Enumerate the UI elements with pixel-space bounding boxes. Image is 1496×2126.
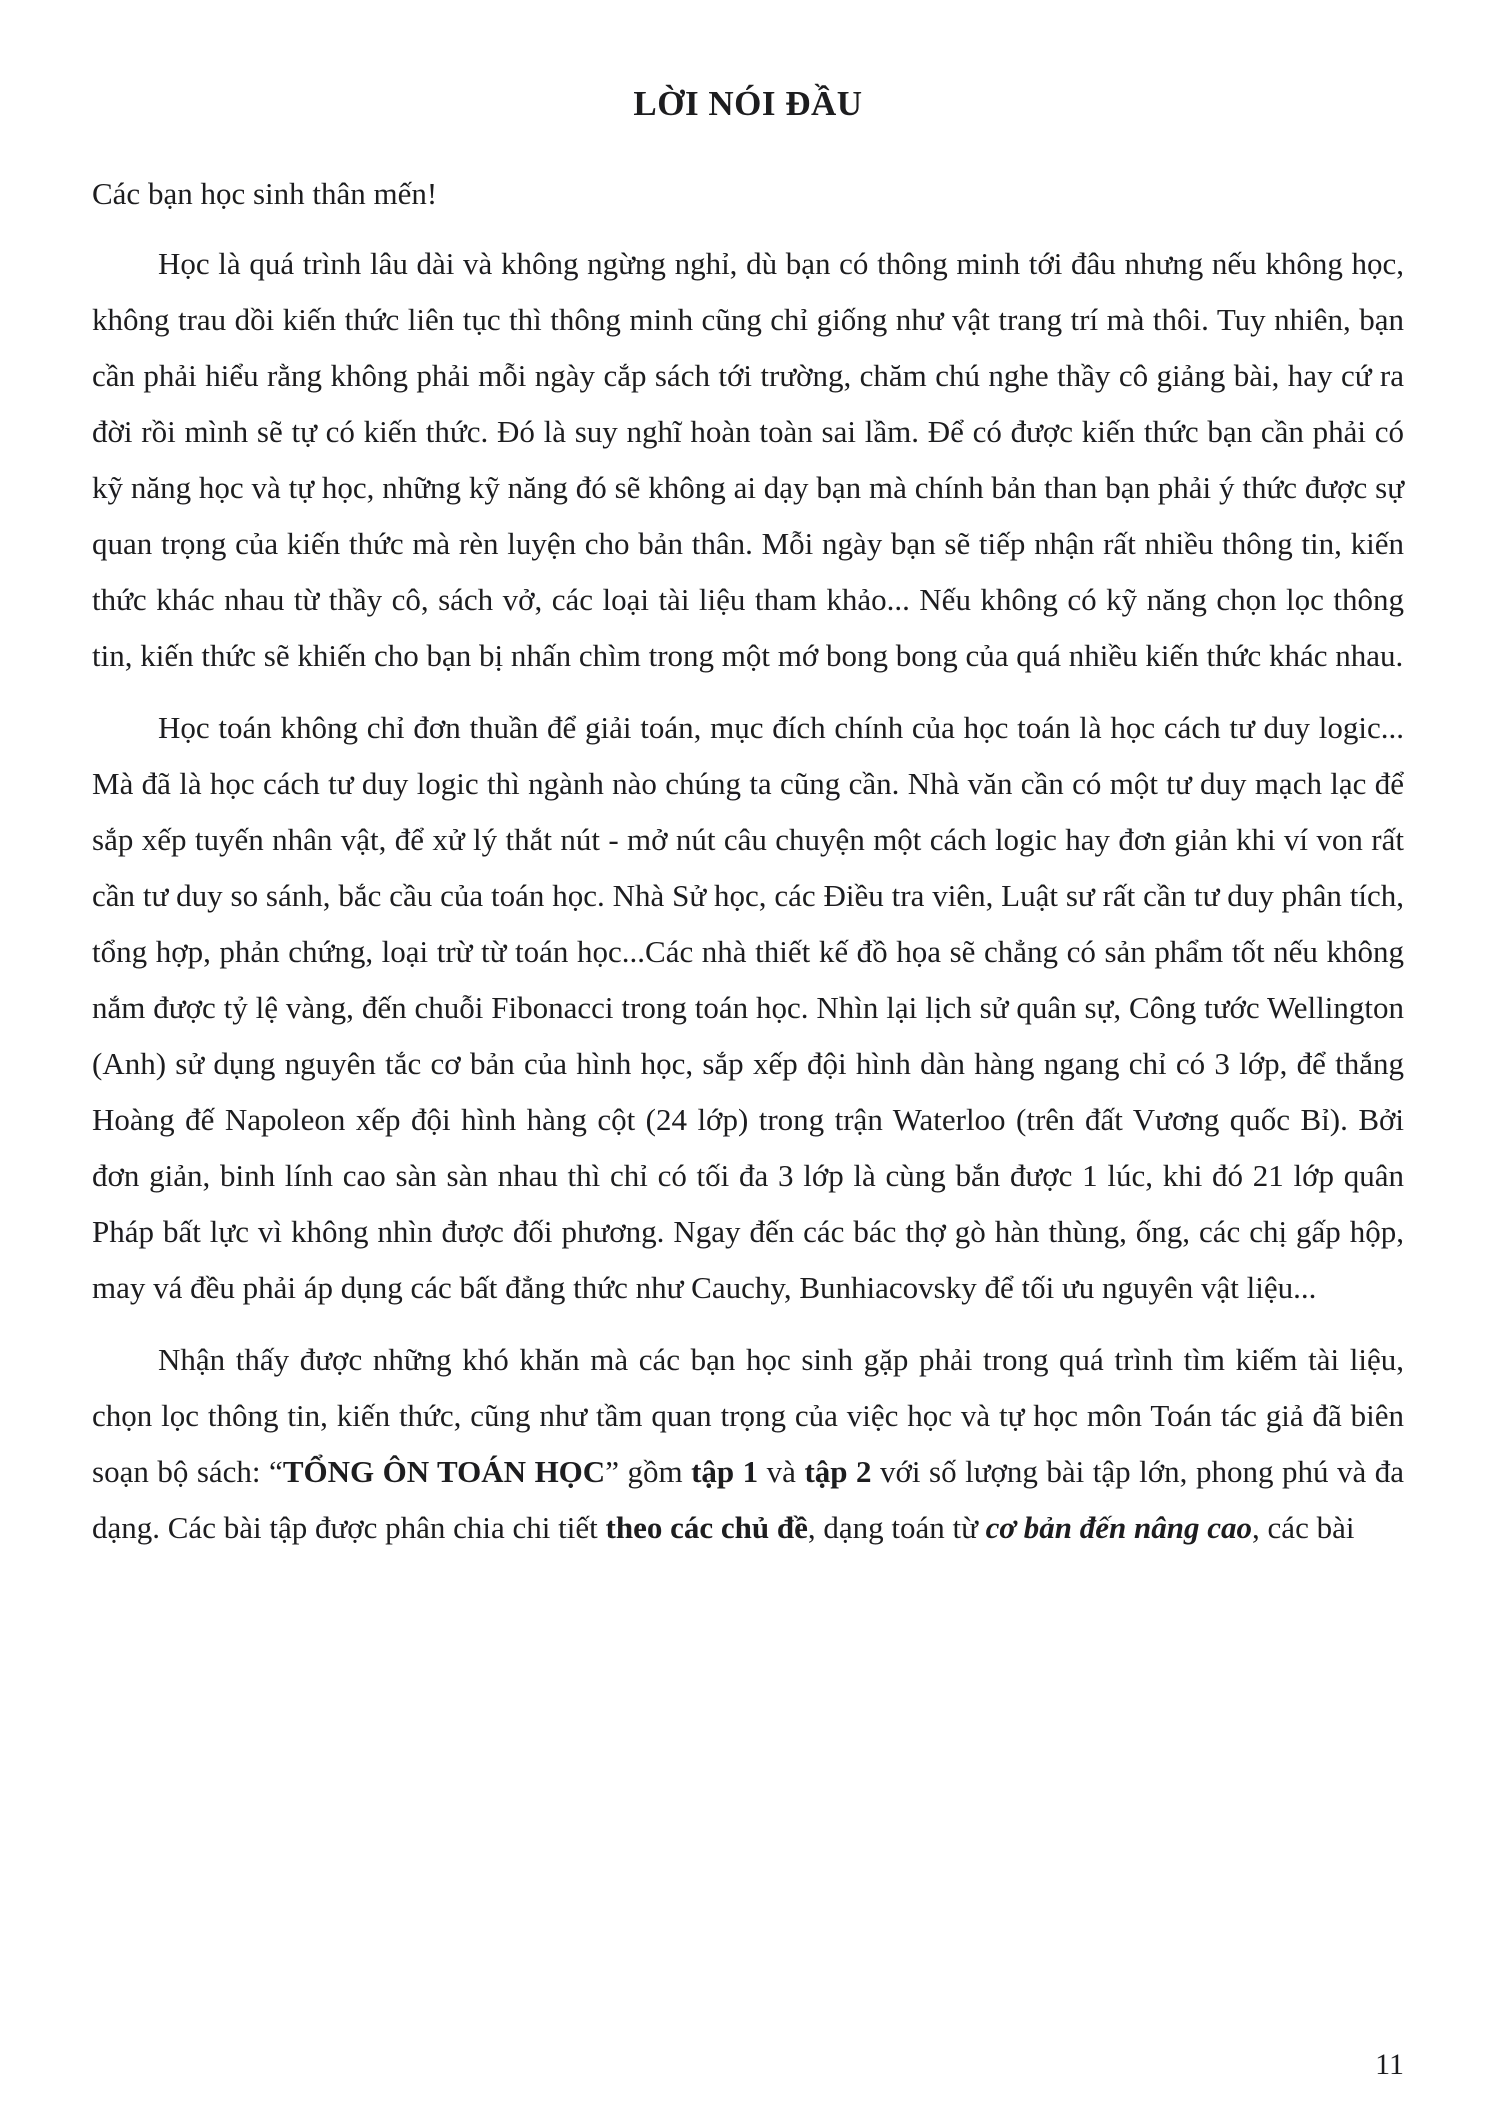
paragraph-3-segment: , dạng toán từ: [807, 1510, 986, 1545]
page-number: 11: [1375, 2048, 1404, 2081]
topics-emphasis: theo các chủ đề: [605, 1510, 808, 1545]
paragraph-2: Học toán không chỉ đơn thuần để giải toán, mục đích chính của học toán là học cách tư duy logic... Mà đã là học cách tư duy logic thì ngành nào chúng ta cũng cần. Nhà văn cần có một tư duy mạch lạc để sắp xếp tuyến nhân vật, để xử lý thắt nút - mở nút câu chuyện một cách logic hay đơn giản khi ví von rất cần tư duy so sánh, bắc cầu của toán học. Nhà Sử học, các Điều tra viên, Luật sư rất cần tư duy phân tích, tổng hợp, phản chứng, loại trừ từ toán học...Các nhà thiết kế đồ họa sẽ chẳng có sản phẩm tốt nếu không nắm được tỷ lệ vàng, đến chuỗi Fibonacci trong toán học. Nhìn lại lịch sử quân sự, Công tước Wellington (Anh) sử dụng nguyên tắc cơ bản của hình học, sắp xếp đội hình dàn hàng ngang chỉ có 3 lớp, để thắng Hoàng đế Napoleon xếp đội hình hàng cột (24 lớp) trong trận Waterloo (trên đất Vương quốc Bỉ). Bởi đơn giản, binh lính cao sàn sàn nhau thì chỉ có tối đa 3 lớp là cùng bắn được 1 lúc, khi đó 21 lớp quân Pháp bất lực vì không nhìn được đối phương. Ngay đến các bác thợ gò hàn thùng, ống, các chị gấp hộp, may vá đều phải áp dụng các bất đẳng thức như Cauchy, Bunhiacovsky để tối ưu nguyên vật liệu...: [92, 710, 1404, 1305]
difficulty-emphasis: cơ bản đến nâng cao: [985, 1510, 1253, 1545]
paragraph-1: Học là quá trình lâu dài và không ngừng nghỉ, dù bạn có thông minh tới đâu nhưng nếu không học, không trau dồi kiến thức liên tục thì thông minh cũng chỉ giống như vật trang trí mà thôi. Tuy nhiên, bạn cần phải hiểu rằng không phải mỗi ngày cắp sách tới trường, chăm chú nghe thầy cô giảng bài, hay cứ ra đời rồi mình sẽ tự có kiến thức. Đó là suy nghĩ hoàn toàn sai lầm. Để có được kiến thức bạn cần phải có kỹ năng học và tự học, những kỹ năng đó sẽ không ai dạy bạn mà chính bản than bạn phải ý thức được sự quan trọng của kiến thức mà rèn luyện cho bản thân. Mỗi ngày bạn sẽ tiếp nhận rất nhiều thông tin, kiến thức khác nhau từ thầy cô, sách vở, các loại tài liệu tham khảo... Nếu không có kỹ năng chọn lọc thông tin, kiến thức sẽ khiến cho bạn bị nhấn chìm trong một mớ bong bong của quá nhiều kiến thức khác nhau.: [92, 246, 1404, 673]
volume-2-emphasis: tập 2: [804, 1454, 872, 1489]
salutation: Các bạn học sinh thân mến!: [92, 176, 438, 211]
paragraph-3-segment: và: [758, 1454, 805, 1489]
paragraph-3-segment: ” gồm: [605, 1454, 692, 1489]
paragraph-3-segment: Nhận thấy được những khó khăn mà các bạn học sinh gặp phải trong quá trình tìm kiếm tài liệu, chọn lọc thông tin, kiến thức, cũng như tầm quan trọng của việc học và tự học môn Toán tác giả đã biên soạn bộ sách: “: [92, 1342, 1404, 1489]
paragraph-3-segment: , các bài: [1252, 1510, 1355, 1545]
page-title: LỜI NÓI ĐẦU: [633, 84, 863, 123]
book-title-text: TỔNG ÔN TOÁN HỌC: [282, 1454, 606, 1489]
volume-1-emphasis: tập 1: [691, 1454, 759, 1489]
paragraph-3-segment: với số lượng bài tập lớn, phong phú và đa dạng. Các bài tập được phân chia chi tiết: [92, 1454, 1404, 1545]
paragraph-3: [92, 1332, 1404, 1556]
